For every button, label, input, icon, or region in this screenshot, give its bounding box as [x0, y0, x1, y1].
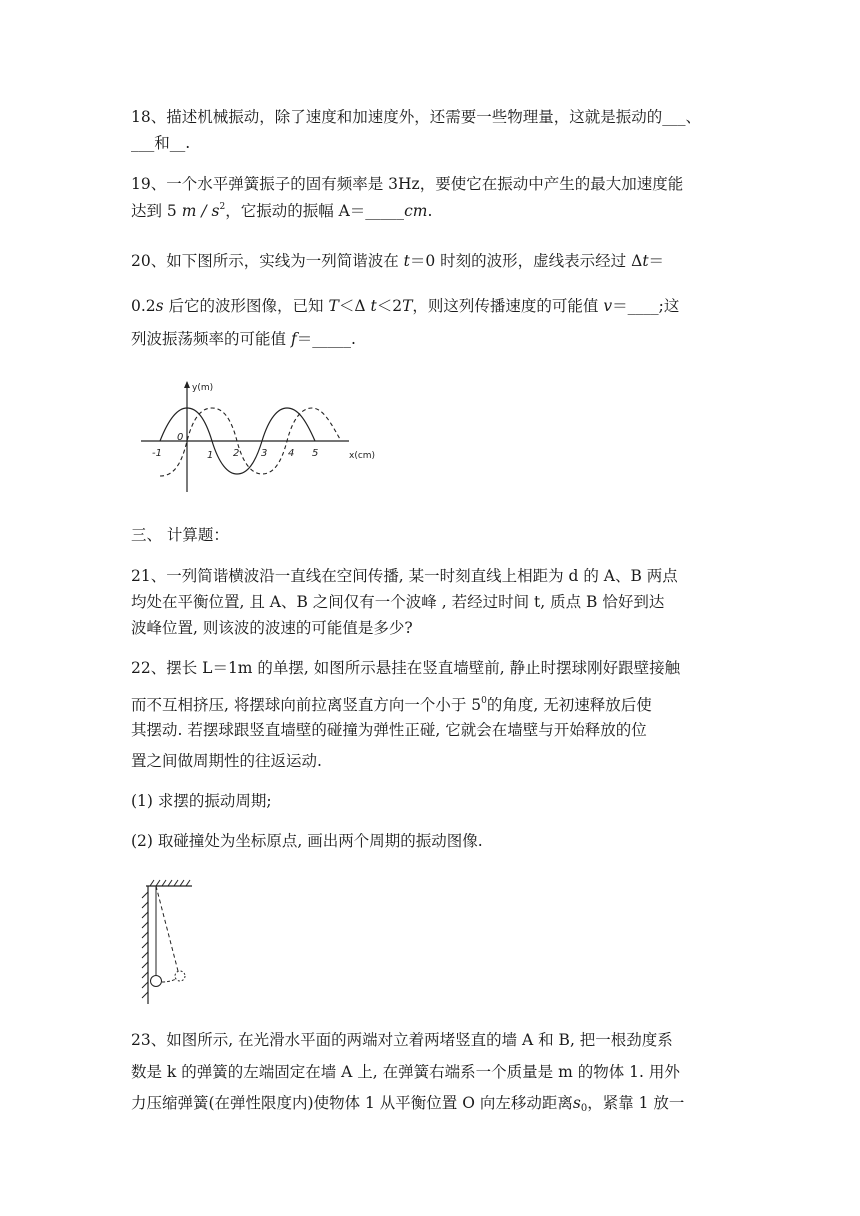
pendulum-ball: [151, 976, 162, 987]
q19-unit-sup: 2: [219, 202, 226, 212]
q20-l3-b: ＝_____.: [296, 330, 356, 348]
q20-l2-T: T: [328, 297, 339, 315]
q20-line2: [131, 296, 679, 316]
tick-label: 5: [312, 448, 319, 459]
q20-l1-c: ＝: [648, 252, 665, 270]
displaced-ball: [175, 971, 185, 981]
q22-l2-b: 的角度, 无初速释放后使: [486, 696, 652, 714]
y-axis-label: y(m): [192, 383, 214, 393]
q18-line2: ___和__.: [131, 134, 191, 152]
q20-l2-s: s: [155, 297, 164, 315]
q23-s0: s: [572, 1094, 581, 1112]
q21-line3: 波峰位置, 则该波的波速的可能值是多少?: [131, 619, 413, 637]
q23-s0-sub: 0: [580, 1103, 588, 1114]
q19-text-b: ，它振动的振幅 A＝_____: [225, 202, 405, 220]
section-title: 三、 计算题：: [131, 526, 229, 544]
q22-line3: 其摆动. 若摆球跟竖直墙壁的碰撞为弹性正碰, 它就会在墙壁与开始释放的位: [131, 721, 647, 739]
q23-line1: 23、如图所示, 在光滑水平面的两端对立着两堵竖直的墙 A 和 B, 把一根劲度系: [131, 1031, 673, 1049]
q22-line2: [131, 691, 652, 715]
q23-line3: [131, 1093, 684, 1119]
q19-text-c: .: [427, 202, 433, 220]
y-axis-arrow: [184, 381, 190, 388]
tick-label: -1: [152, 448, 162, 459]
q20-l2-a: 0.2: [131, 297, 156, 315]
q18-line1: 18、描述机械振动，除了速度和加速度外，还需要一些物理量，这就是振动的___、: [131, 108, 701, 126]
q20-l2-b: 后它的波形图像，已知: [163, 297, 329, 315]
tick-label: 2: [233, 448, 240, 459]
q22-line1: 22、摆长 L＝1m 的单摆, 如图所示悬挂在竖直墙壁前, 静止时摆球刚好跟壁接触: [131, 659, 681, 677]
q20-l2-t: t: [370, 297, 377, 315]
q21-line2: 均处在平衡位置, 且 A、B 之间仅有一个波峰 , 若经过时间 t, 质点 B 恰好到达: [131, 593, 665, 611]
q20-l3-f: f: [290, 330, 297, 348]
q22-sub2: (2) 取碰撞处为坐标原点, 画出两个周期的振动图像.: [131, 832, 483, 850]
q20-line1: [131, 251, 664, 271]
q21-line1: 21、一列简谐横波沿一直线在空间传播, 某一时刻直线上相距为 d 的 A、B 两点: [131, 567, 678, 585]
tick-label: 3: [261, 448, 268, 459]
wall-hatch: [142, 892, 148, 998]
q19-line1: 19、一个水平弹簧振子的固有频率是 3Hz，要使它在振动中产生的最大加速度能: [131, 175, 684, 193]
q23-l3-a: 力压缩弹簧(在弹性限度内)使物体 1 从平衡位置 O 向左移动距离: [131, 1094, 573, 1112]
q19-line2: [131, 197, 432, 221]
ceiling-hatch: [150, 880, 190, 886]
q20-l2-T2: T: [402, 297, 413, 315]
pendulum-figure: [140, 878, 220, 1008]
q22-sub1: (1) 求摆的振动周期;: [131, 792, 272, 810]
q22-line4: 置之间做周期性的往返运动.: [131, 752, 322, 770]
origin-label: 0: [177, 432, 184, 443]
wave-figure: [135, 378, 395, 498]
q23-line2: 数是 k 的弹簧的左端固定在墙 A 上, 在弹簧右端系一个质量是 m 的物体 1. 用外: [131, 1063, 680, 1081]
q22-l2-a: 而不互相挤压, 将摆球向前拉离竖直方向一个小于 5: [131, 696, 482, 714]
swing-arc: [162, 979, 176, 982]
q22-degree-sup: 0: [481, 696, 487, 706]
q20-l1-t2: t: [642, 252, 649, 270]
q20-line3: [131, 329, 356, 349]
q20-l3-a: 列波振荡频率的可能值: [131, 330, 291, 348]
q20-l1-a: 20、如下图所示，实线为一列简谐波在: [131, 252, 404, 270]
q20-l2-e: ，则这列传播速度的可能值: [412, 297, 604, 315]
tick-label: 1: [207, 450, 214, 461]
q20-l1-t: t: [403, 252, 410, 270]
q19-unit-cm: cm: [404, 202, 428, 220]
displaced-string: [156, 886, 178, 971]
tick-label: 4: [288, 448, 295, 459]
x-axis-label: x(cm): [349, 451, 376, 461]
q20-l2-d: ＜2: [376, 297, 403, 315]
q20-l2-v: v: [603, 297, 613, 315]
q20-l2-c: ＜Δ: [338, 297, 371, 315]
q19-unit-ms: m / s: [181, 202, 220, 220]
q20-l2-f: ＝____;这: [612, 297, 680, 315]
q23-l3-b: ，紧靠 1 放一: [587, 1094, 685, 1112]
q20-l1-b: ＝0 时刻的波形，虚线表示经过 Δ: [409, 252, 643, 270]
q19-text-a: 达到 5: [131, 202, 182, 220]
